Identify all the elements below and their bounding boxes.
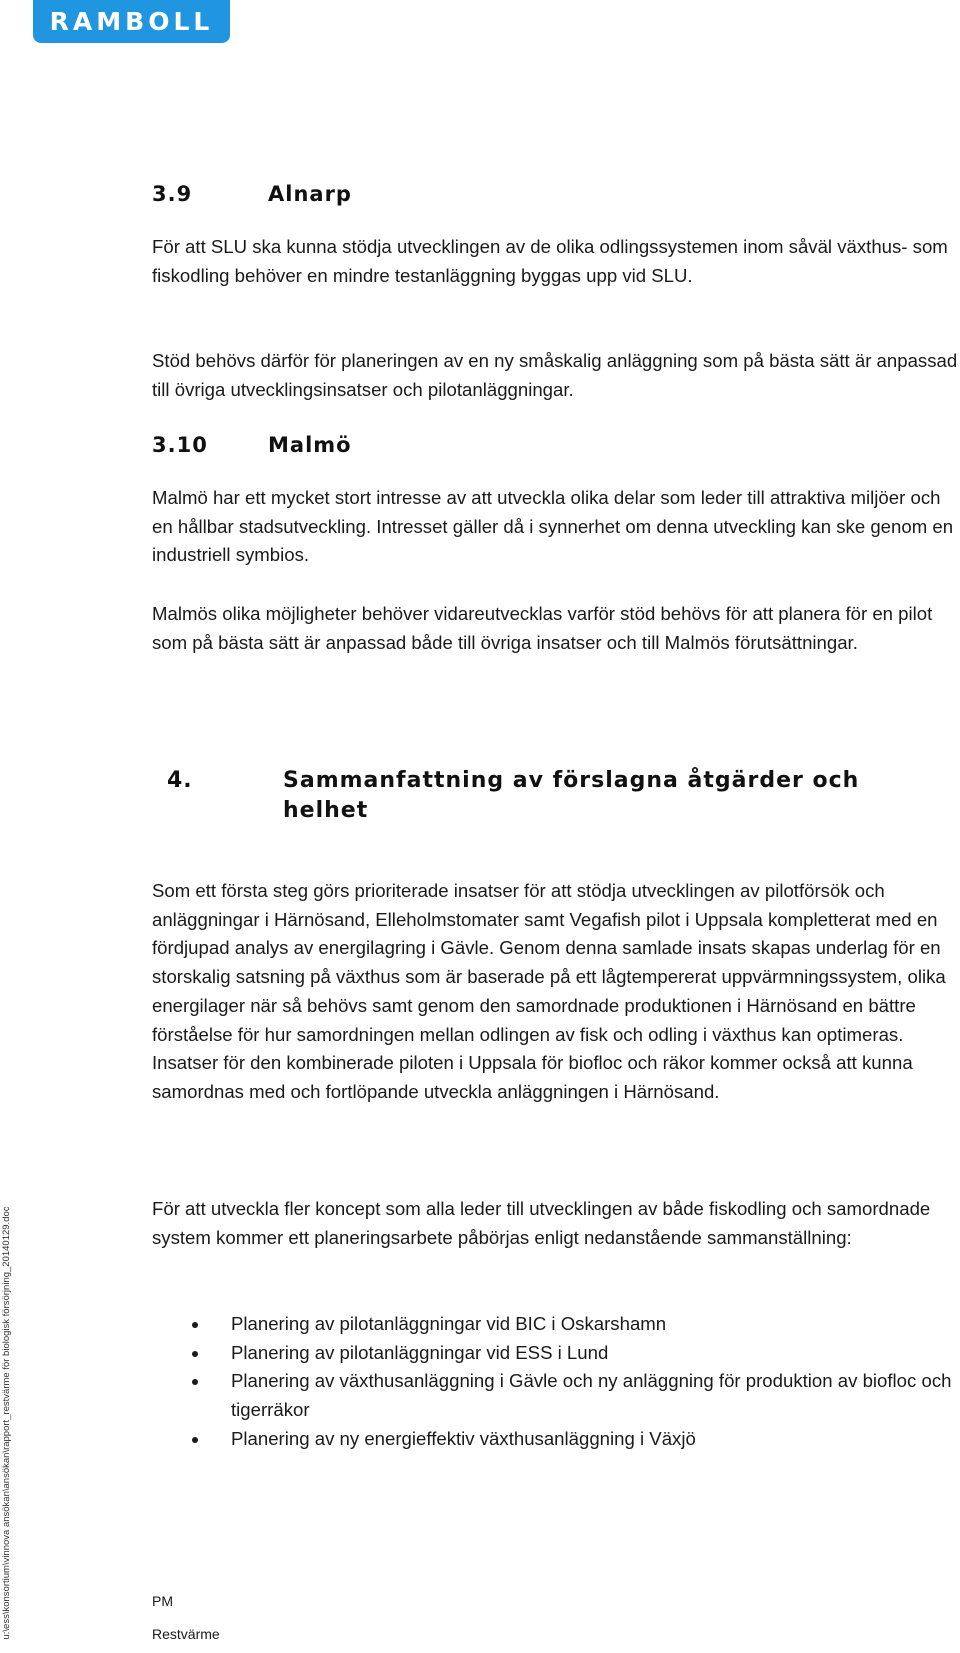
bullet-icon xyxy=(192,1437,198,1443)
paragraph: Som ett första steg görs prioriterade insatser för att stödja utvecklingen av pilotförsök och anläggningar i Härnösand, Elleholmstomater samt Vegafish pilot i Uppsala kompletterat med en fördjupad analys av energilagring i Gävle. Genom denna samlade insats skapas underlag för en storskalig satsning på växthus som är baserade på ett lågtempererat uppvärmningssystem, olika energilager när så behövs samt genom den samordnade produktionen i Härnösand en bättre förståelse för hur samordningen mellan odlingen av fisk och odling i växthus kan optimeras. Insatser för den kombinerade piloten i Uppsala för biofloc och räkor kommer också att kunna samordnas med och fortlöpande utveckla anläggningen i Härnösand. xyxy=(152,880,946,1102)
paragraph: Malmös olika möjligheter behöver vidareutvecklas varför stöd behövs för att planera för en pilot som på bästa sätt är anpassad både till övriga insatser och till Malmös förutsättningar. xyxy=(152,603,933,653)
list-item-text: Planering av växthusanläggning i Gävle och ny anläggning för produktion av biofloc och tigerräkor xyxy=(231,1370,952,1421)
list-item xyxy=(152,1425,958,1454)
paragraph: För att SLU ska kunna stödja utvecklingen av de olika odlingssystemen inom såväl växthus- som fiskodling behöver en mindre testanläggning byggas upp vid SLU. xyxy=(152,236,948,286)
bullet-icon xyxy=(192,1322,198,1328)
bullet-icon xyxy=(192,1379,198,1385)
heading-title: Alnarp xyxy=(268,182,352,206)
heading-title-line1: Sammanfattning av förslagna åtgärder och xyxy=(283,768,860,793)
document-path: u:\ess\konsortium\vinnova ansökan\ansökan\rapport_restvärme för biologisk försörjning_20140129.doc xyxy=(1,1206,12,1640)
paragraph: Malmö har ett mycket stort intresse av att utveckla olika delar som leder till attraktiva miljöer och en hållbar stadsutveckling. Intresset gäller då i synnerhet om denna utveckling kan ske genom en industriell symbios. xyxy=(152,487,954,566)
list-item xyxy=(152,1367,958,1424)
list-item xyxy=(152,1310,958,1339)
list-item-text: Planering av pilotanläggningar vid BIC i Oskarshamn xyxy=(231,1313,667,1334)
list-item-text: Planering av ny energieffektiv växthusanläggning i Växjö xyxy=(231,1427,696,1449)
footer-subtitle: Restvärme xyxy=(152,1626,220,1642)
list-item xyxy=(152,1339,958,1368)
heading-number: 3.10 xyxy=(152,433,208,457)
logo-text: RAMBOLL xyxy=(49,7,214,36)
paragraph: Stöd behövs därför för planeringen av en ny småskalig anläggning som på bästa sätt är anpassad till övriga utvecklingsinsatser och pilotanläggningar. xyxy=(152,350,958,400)
list-item-text: Planering av pilotanläggningar vid ESS i Lund xyxy=(231,1341,609,1363)
bullet-list xyxy=(152,1310,958,1454)
heading-title-line2: helhet xyxy=(283,798,369,823)
heading-number: 4. xyxy=(167,768,193,793)
bullet-icon xyxy=(192,1351,198,1357)
heading-number: 3.9 xyxy=(152,182,193,206)
heading-title: Malmö xyxy=(268,433,352,457)
footer-label: PM xyxy=(152,1593,173,1609)
ramboll-logo xyxy=(33,0,230,43)
paragraph: För att utveckla fler koncept som alla leder till utvecklingen av både fiskodling och samordnade system kommer ett planeringsarbete påbörjas enligt nedanstående sammanställning: xyxy=(152,1198,931,1248)
